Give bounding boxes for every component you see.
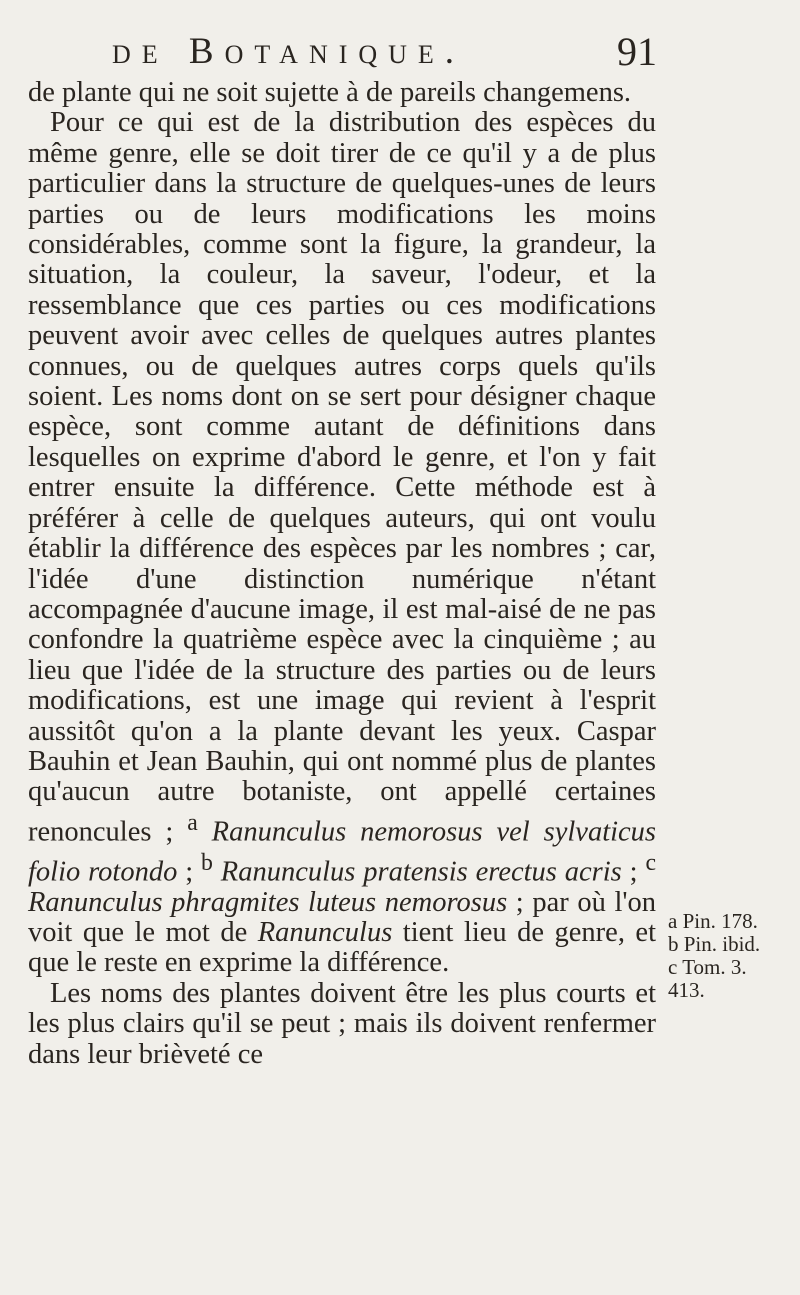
paragraph-2: [28, 108, 656, 978]
species-name-c: Ranunculus phragmites luteus nemorosus: [28, 886, 508, 918]
body-text: [28, 78, 656, 1070]
footnote-marker-b: b: [201, 849, 213, 876]
paragraph-1: de plante qui ne soit sujette à de pareils changemens.: [28, 77, 632, 108]
page-header: [112, 30, 657, 80]
species-name-a: Ranunculus nemorosus vel sylvaticus folio rotondo: [28, 816, 657, 888]
paragraph-2-text-2: ; par où l'on voit que le mot de: [28, 886, 656, 948]
separator-b: ;: [177, 856, 202, 888]
margin-note-c-page: 413.: [668, 978, 705, 1002]
footnote-marker-c: c: [645, 849, 656, 876]
page-number: 91: [617, 29, 657, 74]
genus-name: Ranunculus: [257, 916, 393, 948]
running-title: de Botanique.: [112, 31, 466, 72]
paragraph-2-text-3: tient lieu de genre, et que le reste en exprime la différence.: [28, 916, 656, 979]
margin-notes: [668, 910, 798, 1002]
margin-note-a: a Pin. 178.: [668, 909, 758, 933]
margin-note-b: b Pin. ibid.: [668, 932, 761, 956]
footnote-marker-a: a: [187, 809, 198, 836]
paragraph-3: Les noms des plantes doivent être les plus courts et les plus clairs qu'il se peut ; mais ils doivent renfermer dans leur brièveté ce: [28, 977, 656, 1070]
separator-c: ;: [621, 856, 646, 888]
margin-note-c: c Tom. 3.: [668, 955, 747, 979]
species-name-b: Ranunculus pratensis erectus acris: [220, 856, 622, 888]
paragraph-2-text-1: Pour ce qui est de la distribution des espèces du même genre, elle se doit tirer de ce qu'il y a de plus particulier dans la structure de quelques-unes de leurs parties ou de leurs modifications les moins considérables, comme sont la figure, la grandeur, la situation, la couleur, la saveur, l'odeur, et la ressemblance que ces parties ou ces modifications peuvent avoir avec celles de quelques autres plantes connues, ou de quelques autres corps quels qu'ils soient. Les noms dont on se sert pour désigner chaque espèce, sont comme autant de définitions dans lesquelles on exprime d'abord le genre, et l'on y fait entrer ensuite la différence. Cette méthode est à préférer à celle de quelques auteurs, qui ont voulu établir la différence des espèces par les nombres ; car, l'idée d'une distinction numérique n'étant accompagnée d'aucune image, il est mal-aisé de ne pas confondre la quatrième espèce avec la cinquième ; au lieu que l'idée de la structure des parties ou de leurs modifications, est une image qui revient à l'esprit aussitôt qu'on a la plante devant les yeux. Caspar Bauhin et Jean Bauhin, qui ont nommé plus de plantes qu'aucun autre botaniste, ont appellé certaines renoncules ;: [28, 107, 656, 848]
